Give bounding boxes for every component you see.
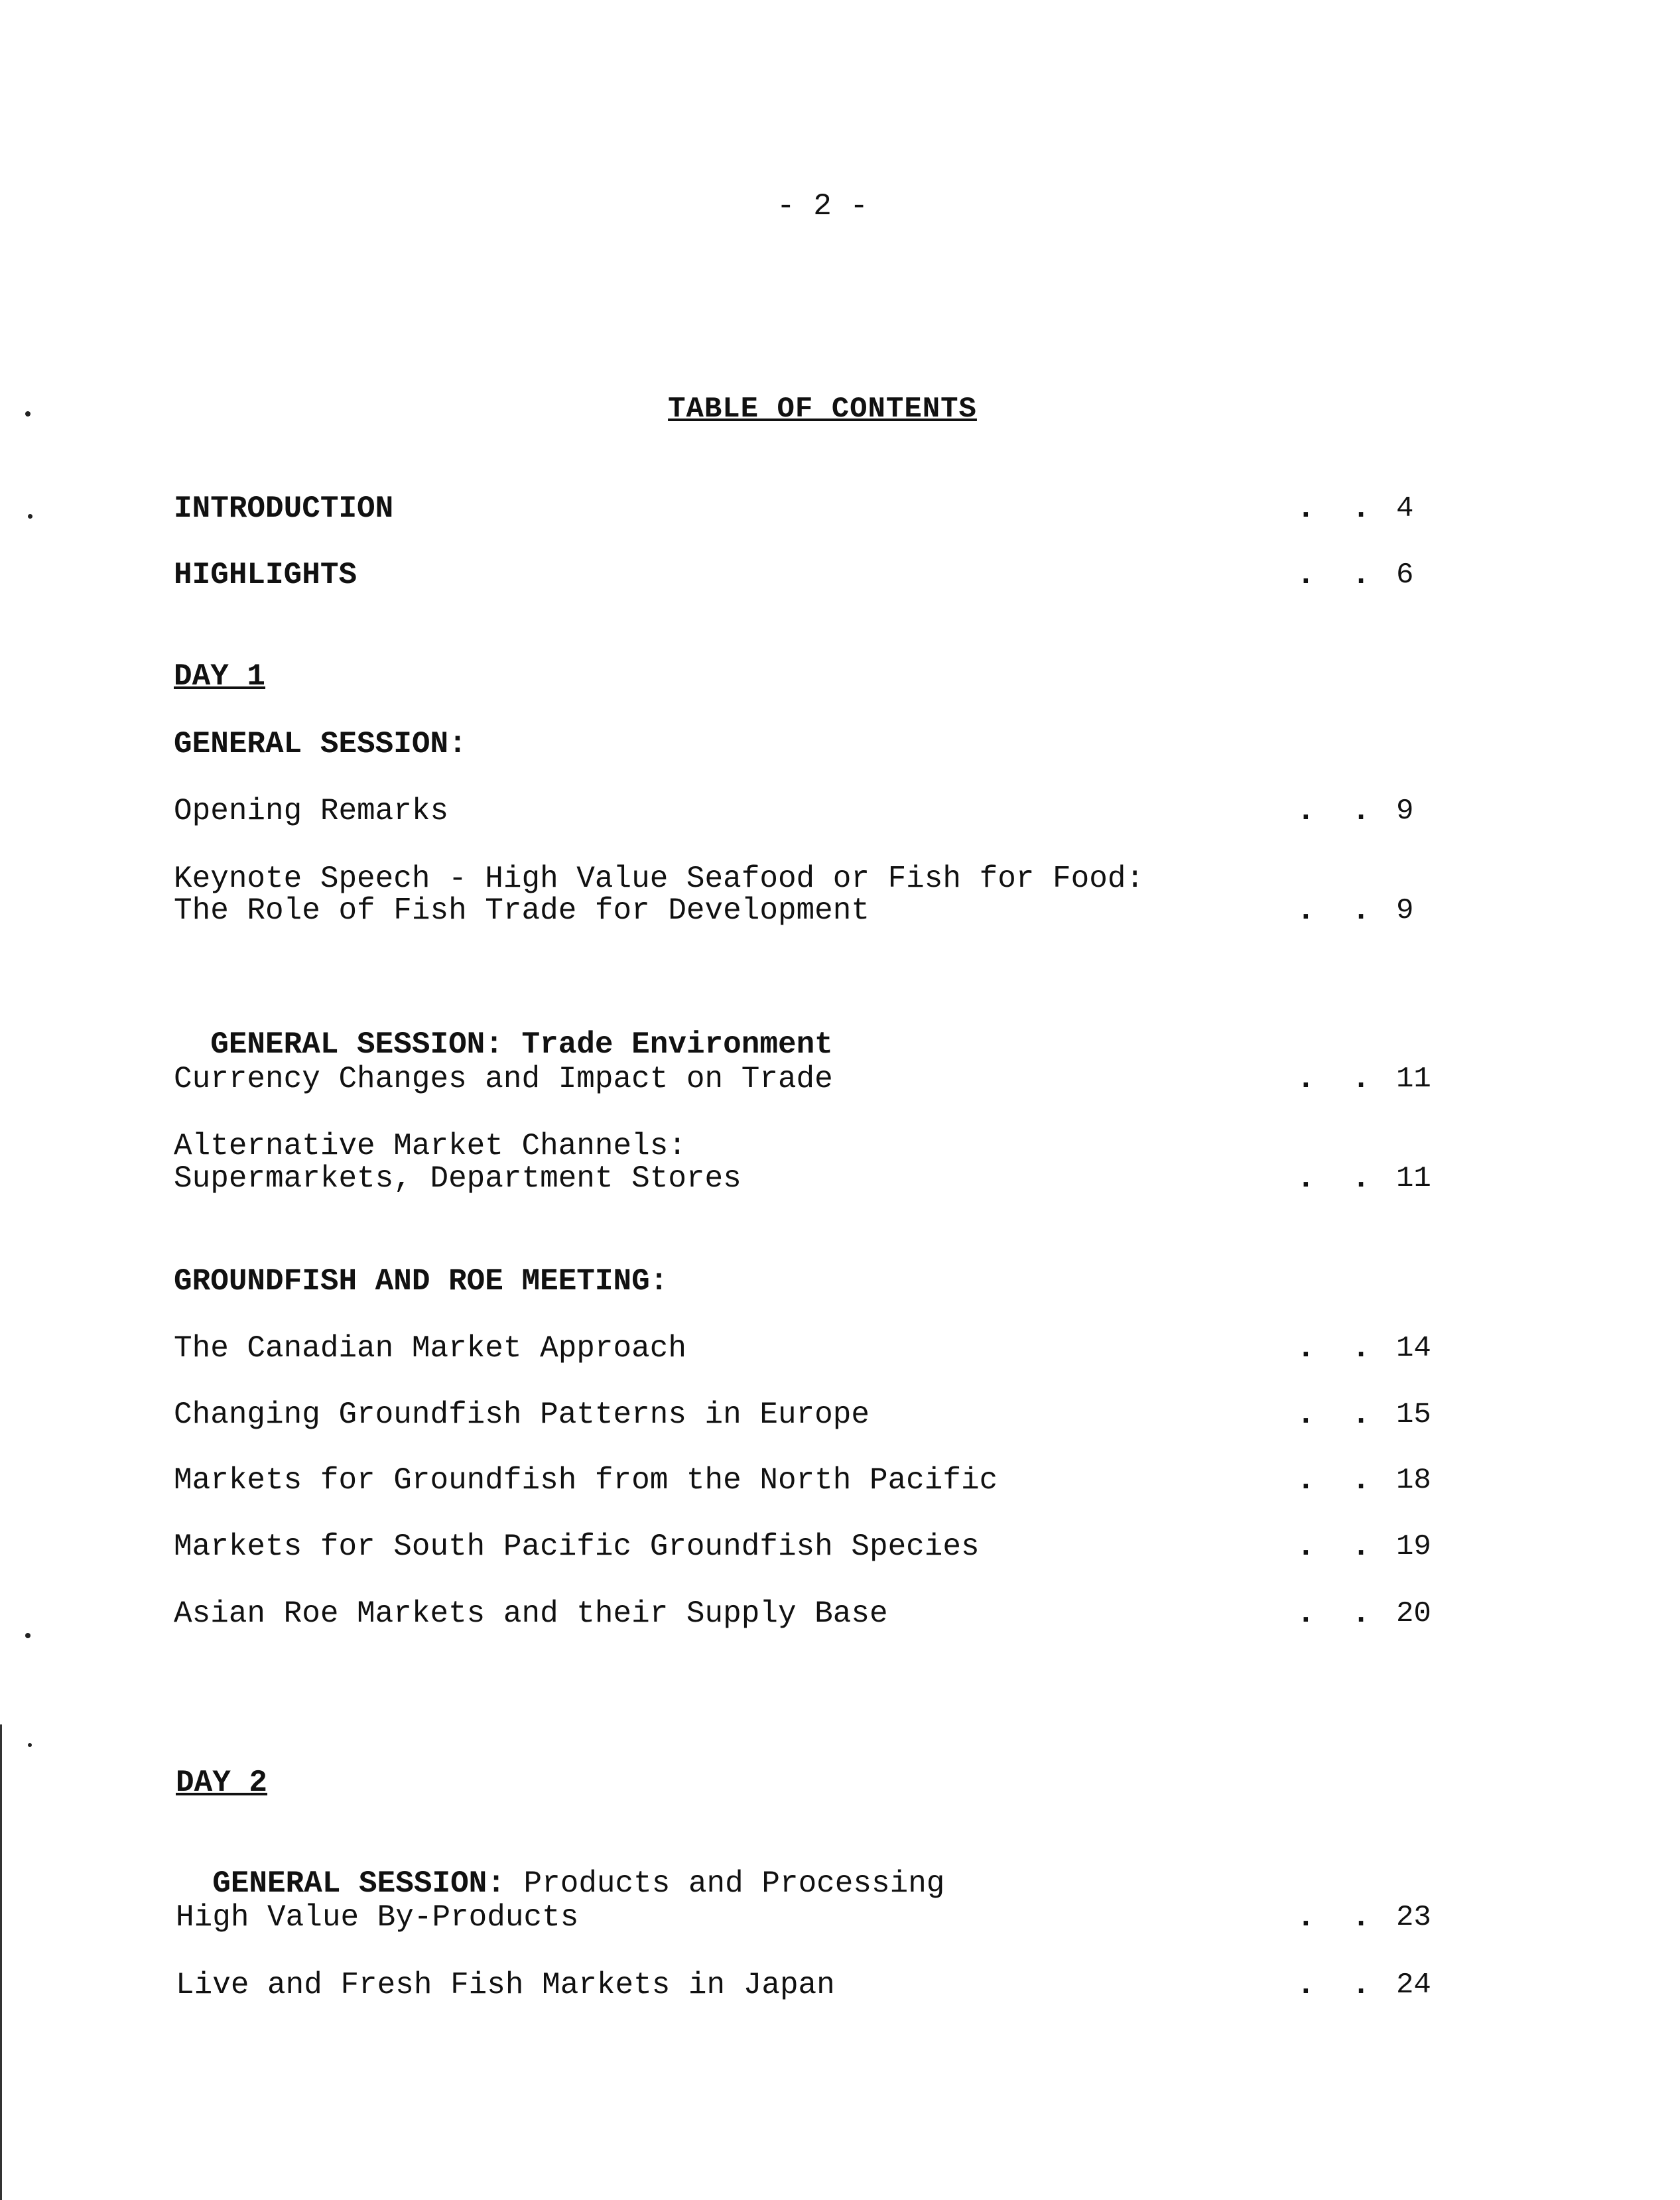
dot-leader: . . <box>1297 1900 1380 1935</box>
heading-prefix: GENERAL SESSION: <box>212 1866 505 1901</box>
entry-label: Live and Fresh Fish Markets in Japan <box>176 1968 835 2002</box>
day2-heading: DAY 2 <box>176 1766 268 1800</box>
day1-heading: DAY 1 <box>174 659 266 694</box>
dot-leader: . . <box>1297 1968 1380 2002</box>
dot-leader: . . <box>1297 1161 1380 1196</box>
entry-page-number: 14 <box>1396 1332 1431 1365</box>
entry-label: Changing Groundfish Patterns in Europe <box>174 1397 870 1432</box>
entry-label-line1: Keynote Speech - High Value Seafood or Fish for Food: <box>174 862 1145 896</box>
entry-page-number: 15 <box>1396 1398 1431 1431</box>
entry-page-number: 18 <box>1396 1464 1431 1497</box>
entry-label-line1: Alternative Market Channels: <box>174 1129 686 1163</box>
scan-speck <box>28 1743 32 1747</box>
entry-page-number: 9 <box>1396 795 1414 828</box>
dot-leader: . . <box>1297 1529 1380 1564</box>
entry-page-number: 24 <box>1396 1969 1431 2002</box>
entry-page-number: 9 <box>1396 894 1414 927</box>
entry-label: HIGHLIGHTS <box>174 558 357 592</box>
dot-leader: . . <box>1297 893 1380 928</box>
dot-leader: . . <box>1297 794 1380 828</box>
entry-page-number: 20 <box>1396 1597 1431 1630</box>
scan-speck <box>25 1633 31 1638</box>
entry-label: Markets for South Pacific Groundfish Species <box>174 1529 980 1564</box>
dot-leader: . . <box>1297 1463 1380 1498</box>
entry-label: INTRODUCTION <box>174 491 394 526</box>
entry-page-number: 6 <box>1396 558 1414 592</box>
entry-label: Opening Remarks <box>174 794 449 828</box>
general-session-trade-heading <box>174 995 833 1061</box>
scan-edge-line <box>0 1724 2 2200</box>
general-session-products-heading <box>176 1834 944 1900</box>
dot-leader: . . <box>1297 1062 1380 1096</box>
entry-page-number: 11 <box>1396 1063 1431 1096</box>
entry-label: Markets for Groundfish from the North Pacific <box>174 1463 998 1498</box>
scan-speck <box>25 411 31 417</box>
dot-leader: . . <box>1297 1397 1380 1432</box>
scan-speck <box>28 514 32 519</box>
heading-prefix: GENERAL SESSION: <box>210 1027 503 1062</box>
entry-page-number: 4 <box>1396 492 1414 525</box>
entry-label-line2: Supermarkets, Department Stores <box>174 1161 742 1196</box>
page-number: - 2 - <box>776 189 869 224</box>
entry-page-number: 11 <box>1396 1162 1431 1195</box>
entry-page-number: 19 <box>1396 1530 1431 1563</box>
heading-suffix: Products and Processing <box>523 1866 945 1901</box>
general-session-heading: GENERAL SESSION: <box>174 727 467 761</box>
entry-label: Currency Changes and Impact on Trade <box>174 1062 833 1096</box>
entry-label: High Value By-Products <box>176 1900 579 1935</box>
entry-label: The Canadian Market Approach <box>174 1331 686 1366</box>
dot-leader: . . <box>1297 491 1380 526</box>
entry-page-number: 23 <box>1396 1901 1431 1934</box>
groundfish-meeting-heading: GROUNDFISH AND ROE MEETING: <box>174 1264 669 1299</box>
entry-label: Asian Roe Markets and their Supply Base <box>174 1596 888 1631</box>
dot-leader: . . <box>1297 1596 1380 1631</box>
toc-title: TABLE OF CONTENTS <box>668 393 977 426</box>
entry-label-line2: The Role of Fish Trade for Development <box>174 893 870 928</box>
heading-suffix: Trade Environment <box>521 1027 833 1062</box>
dot-leader: . . <box>1297 1331 1380 1366</box>
dot-leader: . . <box>1297 558 1380 592</box>
